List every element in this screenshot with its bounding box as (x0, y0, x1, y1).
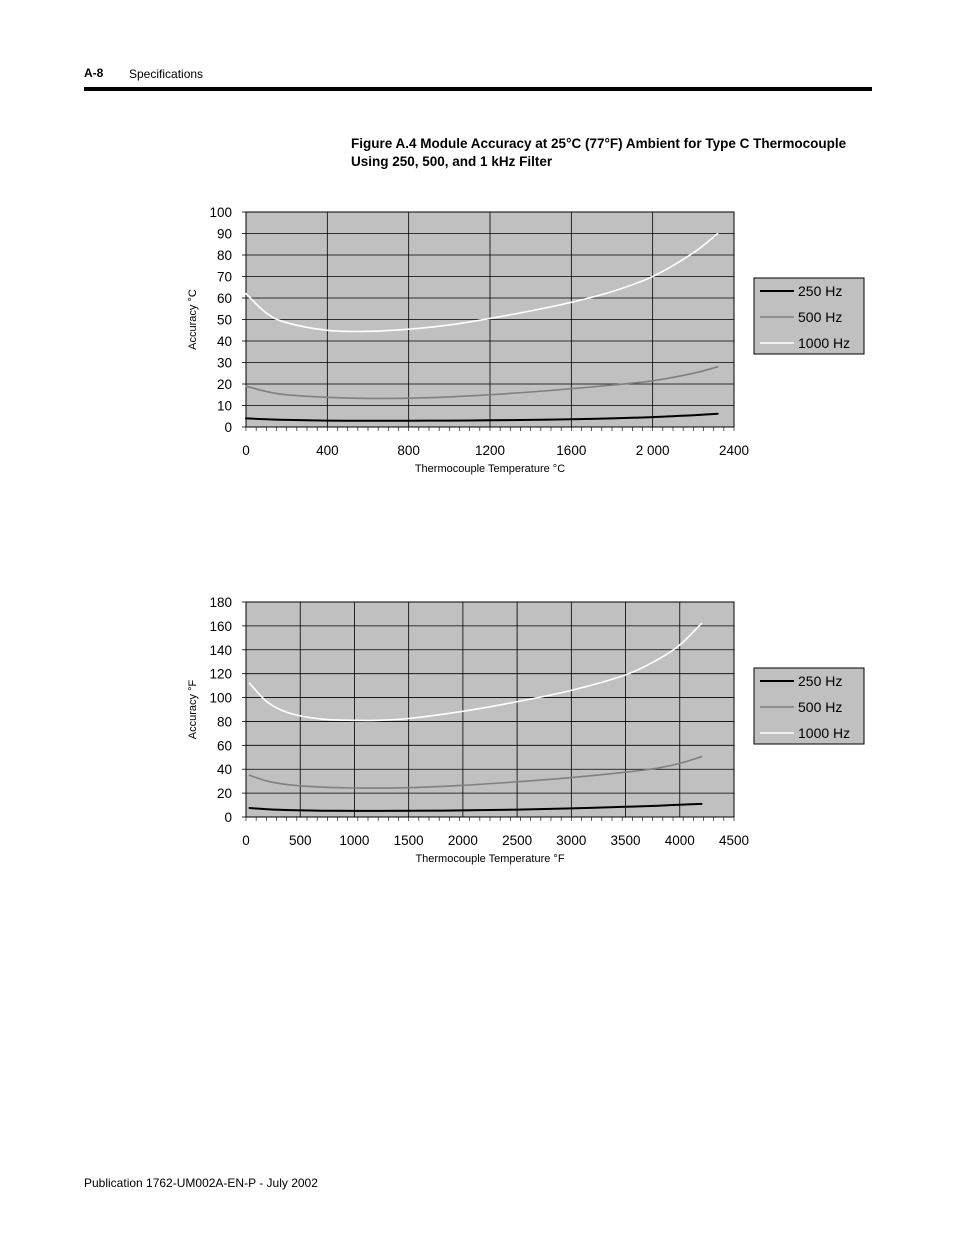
legend-label-s1000: 1000 Hz (798, 335, 851, 351)
x-tick-label: 500 (288, 833, 312, 848)
y-tick-label: 90 (216, 226, 232, 242)
y-tick-label: 100 (209, 205, 232, 220)
page-header (84, 66, 872, 94)
x-tick-label: 0 (242, 443, 250, 458)
y-tick-label: 50 (216, 312, 232, 328)
y-tick-label: 100 (209, 690, 232, 706)
x-tick-label: 2400 (718, 443, 750, 458)
y-tick-label: 80 (216, 714, 232, 730)
legend-label-s500: 500 Hz (798, 309, 843, 325)
x-tick-label: 400 (316, 443, 339, 458)
x-tick-label: 1200 (474, 443, 506, 458)
y-tick-label: 30 (216, 355, 232, 371)
y-tick-label: 160 (209, 618, 232, 634)
y-tick-label: 180 (209, 595, 232, 610)
y-tick-label: 60 (216, 291, 232, 306)
section-title: Specifications (129, 67, 204, 81)
x-tick-label: 2000 (447, 833, 478, 848)
y-tick-label: 70 (216, 269, 232, 285)
x-tick-label: 4500 (718, 833, 750, 848)
x-tick-label: 3500 (610, 833, 641, 848)
y-tick-label: 140 (209, 642, 232, 658)
chart-celsius-svg (180, 200, 880, 490)
x-axis-label: Thermocouple Temperature °C (414, 463, 566, 475)
plot-area (246, 602, 734, 817)
chart-fahrenheit (180, 590, 880, 880)
y-axis-label: Accuracy °C (187, 289, 199, 350)
y-tick-label: 0 (224, 810, 232, 825)
x-tick-label: 1000 (339, 833, 370, 848)
page-number: A-8 (84, 66, 104, 80)
y-tick-label: 120 (209, 666, 232, 682)
header-rule (84, 87, 872, 91)
figure-title: Figure A.4 Module Accuracy at 25°C (77°F) Ambient for Type C Thermocouple Using 250, 500, and 1 kHz Filter (351, 136, 847, 169)
publication-footer: Publication 1762-UM002A-EN-P - July 2002 (84, 1176, 318, 1190)
y-tick-label: 60 (216, 738, 232, 754)
legend-label-s1000: 1000 Hz (798, 725, 851, 741)
x-tick-label: 3000 (556, 833, 587, 848)
legend-label-s500: 500 Hz (798, 699, 843, 715)
y-tick-label: 20 (216, 377, 232, 392)
x-tick-label: 4000 (664, 833, 695, 848)
y-tick-label: 10 (216, 398, 232, 414)
chart-celsius (180, 200, 880, 490)
y-tick-label: 0 (224, 420, 232, 435)
x-tick-label: 800 (397, 443, 420, 458)
y-tick-label: 40 (216, 334, 232, 349)
x-tick-label: 1500 (393, 833, 424, 848)
chart-fahrenheit-svg (180, 590, 880, 880)
y-tick-label: 20 (216, 786, 232, 802)
y-tick-label: 40 (216, 762, 232, 778)
x-tick-label: 1600 (556, 443, 587, 458)
x-tick-label: 2500 (502, 833, 533, 848)
y-axis-label: Accuracy °F (187, 679, 199, 740)
x-axis-label: Thermocouple Temperature °F (415, 853, 565, 865)
legend-label-s250: 250 Hz (798, 283, 843, 299)
x-tick-label: 2 000 (635, 443, 670, 458)
x-tick-label: 0 (242, 833, 250, 848)
legend-label-s250: 250 Hz (798, 673, 843, 689)
y-tick-label: 80 (216, 248, 232, 263)
